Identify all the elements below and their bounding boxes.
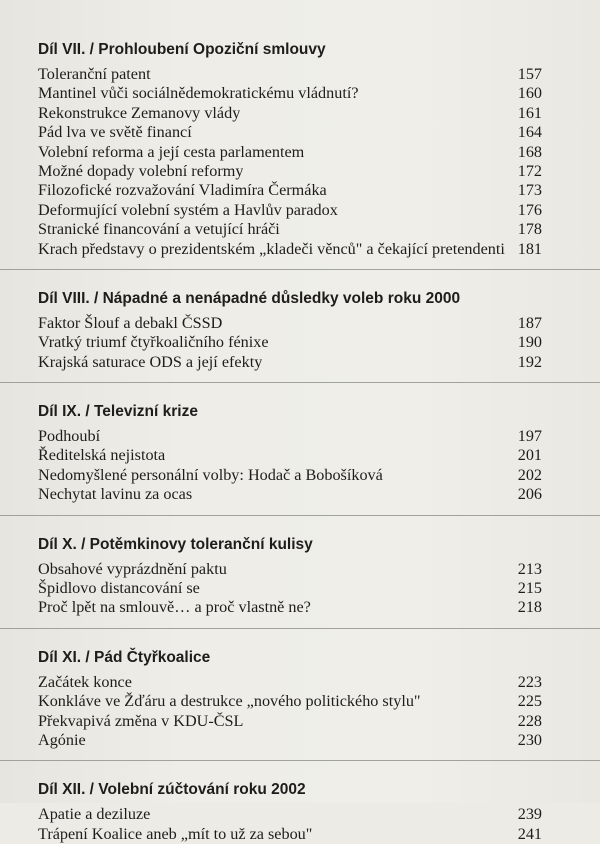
- entry-title: Deformující volební systém a Havlův paradox: [38, 200, 338, 219]
- entry-page-number: 168: [517, 142, 542, 161]
- toc-entry: [38, 162, 542, 181]
- toc-entry: [38, 673, 542, 692]
- entry-title: Trápení Koalice aneb „mít to už za sebou": [38, 824, 313, 843]
- entry-title: Nedomyšlené personální volby: Hodač a Bobošíková: [38, 465, 383, 484]
- entry-title: Agónie: [38, 730, 86, 749]
- section-title: Díl XII. / Volební zúčtování roku 2002: [38, 781, 306, 799]
- section-divider: [0, 628, 600, 629]
- entry-title: Volební reforma a její cesta parlamentem: [38, 142, 305, 161]
- section-title: Díl IX. / Televizní krize: [38, 403, 198, 421]
- entry-title: Apatie a deziluze: [38, 805, 151, 824]
- entry-page-number: 157: [517, 65, 542, 83]
- toc-entry: [38, 825, 542, 844]
- entry-title: Faktor Šlouf a debakl ČSSD: [38, 313, 223, 332]
- entry-title: Nechytat lavinu za ocas: [38, 485, 193, 504]
- toc-entry: [38, 65, 542, 84]
- entry-title: Obsahové vyprázdnění paktu: [38, 559, 227, 578]
- toc-entry: [38, 466, 542, 485]
- toc-entry: [38, 692, 542, 711]
- toc-entry: [38, 240, 542, 259]
- entry-page-number: 230: [517, 730, 542, 749]
- entry-page-number: 218: [517, 598, 542, 617]
- entry-page-number: 213: [517, 559, 542, 578]
- section-title: Díl VIII. / Nápadné a nenápadné důsledky voleb roku 2000: [38, 289, 461, 307]
- toc-entry: [38, 427, 542, 446]
- entry-page-number: 215: [517, 579, 542, 598]
- entry-title: Krach představy o prezidentském „kladeči věnců" a čekající pretendenti: [38, 239, 505, 258]
- entry-page-number: 187: [517, 313, 542, 332]
- entry-page-number: 181: [517, 239, 542, 258]
- entry-page-number: 197: [517, 427, 542, 446]
- toc-entry: [38, 560, 542, 579]
- section-divider: [0, 760, 600, 761]
- toc-section: [38, 648, 542, 751]
- entry-page-number: 178: [517, 220, 542, 239]
- toc-section: [38, 402, 542, 505]
- entry-title: Špidlovo distancování se: [38, 579, 200, 598]
- entry-page-number: 228: [517, 711, 542, 730]
- entry-page-number: 176: [517, 200, 542, 219]
- toc-entry: [38, 446, 542, 465]
- section-title: Díl X. / Potěmkinovy toleranční kulisy: [38, 535, 313, 553]
- entry-title: Proč lpět na smlouvě… a proč vlastně ne?: [38, 598, 311, 617]
- toc-entry: [38, 485, 542, 504]
- toc-entry: [38, 84, 542, 103]
- entry-page-number: 173: [517, 181, 542, 200]
- toc-entry: [38, 314, 542, 333]
- entry-title: Rekonstrukce Zemanovy vlády: [38, 103, 241, 122]
- toc-entry: [38, 181, 542, 200]
- toc-entry: [38, 598, 542, 617]
- toc-entry: [38, 201, 542, 220]
- entry-page-number: 164: [517, 123, 542, 142]
- toc-entry: [38, 333, 542, 352]
- entry-title: Stranické financování a vetující hráči: [38, 220, 280, 239]
- section-divider: [0, 382, 600, 383]
- toc-entry: [38, 104, 542, 123]
- entry-page-number: 172: [517, 161, 542, 180]
- toc-entry: [38, 731, 542, 750]
- toc-entry: [38, 579, 542, 598]
- section-title: Díl VII. / Prohloubení Opoziční smlouvy: [38, 41, 326, 58]
- entry-page-number: 161: [517, 103, 542, 122]
- entry-page-number: 192: [517, 352, 542, 371]
- entry-title: Filozofické rozvažování Vladimíra Čermáka: [38, 181, 327, 200]
- entry-page-number: 201: [517, 446, 542, 465]
- entry-page-number: 225: [517, 692, 542, 711]
- toc-section: [38, 535, 542, 618]
- toc-entry: [38, 805, 542, 824]
- entry-title: Krajská saturace ODS a její efekty: [38, 352, 263, 371]
- entry-page-number: 206: [517, 485, 542, 504]
- entry-title: Konkláve ve Žďáru a destrukce „nového politického stylu": [38, 692, 421, 711]
- toc-entry: [38, 353, 542, 372]
- entry-title: Začátek konce: [38, 672, 132, 691]
- entry-page-number: 202: [517, 465, 542, 484]
- entry-page-number: 241: [517, 824, 542, 843]
- toc-entry: [38, 220, 542, 239]
- table-of-contents: [38, 40, 542, 844]
- entry-title: Podhoubí: [38, 427, 101, 446]
- entry-page-number: 223: [517, 672, 542, 691]
- entry-title: Možné dopady volební reformy: [38, 161, 244, 180]
- entry-title: Toleranční patent: [38, 65, 151, 83]
- section-title: Díl XI. / Pád Čtyřkoalice: [38, 648, 211, 666]
- toc-section: [38, 40, 542, 259]
- toc-section: [38, 780, 542, 844]
- entry-title: Překvapivá změna v KDU-ČSL: [38, 711, 244, 730]
- entry-title: Pád lva ve světě financí: [38, 123, 192, 142]
- toc-entry: [38, 123, 542, 142]
- entry-page-number: 160: [517, 84, 542, 103]
- toc-entry: [38, 143, 542, 162]
- section-divider: [0, 269, 600, 270]
- entry-title: Mantinel vůči sociálnědemokratickému vládnutí?: [38, 84, 359, 103]
- entry-title: Ředitelská nejistota: [38, 446, 166, 465]
- entry-page-number: 239: [517, 805, 542, 824]
- toc-section: [38, 289, 542, 372]
- entry-page-number: 190: [517, 333, 542, 352]
- entry-title: Vratký triumf čtyřkoaličního fénixe: [38, 333, 269, 352]
- toc-entry: [38, 712, 542, 731]
- section-divider: [0, 515, 600, 516]
